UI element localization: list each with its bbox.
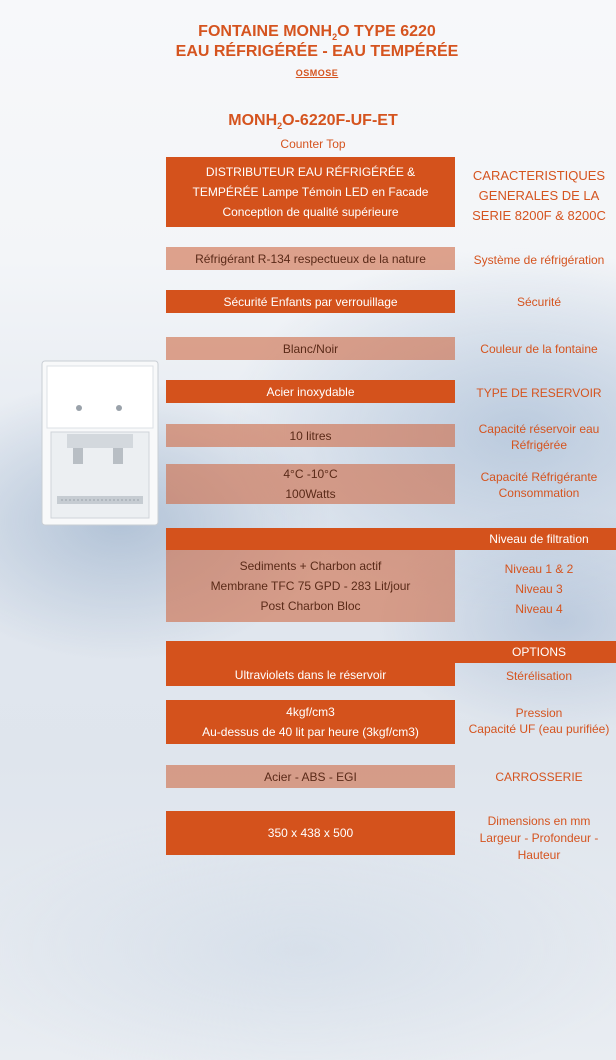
features-label-1: CARACTERISTIQUES bbox=[472, 168, 606, 183]
label-features bbox=[462, 166, 616, 226]
row-safety bbox=[166, 290, 455, 313]
row-color bbox=[166, 337, 455, 360]
row-cooling bbox=[166, 464, 455, 504]
pressure-label: Pression bbox=[515, 706, 563, 720]
uf-capacity-value: Au-dessus de 40 lit par heure (3kgf/cm3) bbox=[202, 725, 419, 739]
model-name-subscript: 2 bbox=[277, 121, 283, 132]
color-value: Blanc/Noir bbox=[282, 341, 339, 356]
label-filtration bbox=[462, 559, 616, 619]
options-header-bar bbox=[166, 641, 616, 663]
features-line-2: TEMPÉRÉE Lampe Témoin LED en Facade bbox=[192, 185, 429, 199]
title-line2: EAU RÉFRIGÉRÉE - EAU TEMPÉRÉE bbox=[175, 43, 459, 60]
body-value: Acier - ABS - EGI bbox=[264, 769, 357, 784]
model-subtitle: Counter Top bbox=[280, 137, 346, 151]
filtration-line-3: Post Charbon Bloc bbox=[260, 599, 361, 613]
row-tank-type bbox=[166, 380, 455, 403]
refrigerant-value: Réfrigérant R-134 respectueux de la nature bbox=[195, 251, 426, 266]
label-cooling bbox=[462, 469, 616, 501]
features-label-2: GENERALES DE LA bbox=[478, 188, 600, 203]
water-fountain-image bbox=[41, 360, 159, 526]
cooling-label-1: Capacité Réfrigérante bbox=[480, 470, 598, 484]
model-name-post: O-6220F-UF-ET bbox=[282, 112, 398, 129]
row-refrigerant bbox=[166, 247, 455, 270]
options-header: OPTIONS bbox=[511, 645, 566, 659]
label-options: Stérélisation bbox=[505, 669, 573, 683]
safety-value: Sécurité Enfants par verrouillage bbox=[223, 294, 398, 309]
label-tank-capacity bbox=[462, 421, 616, 453]
power-value: 100Watts bbox=[285, 487, 336, 501]
row-filtration bbox=[166, 550, 455, 622]
options-value: Ultraviolets dans le réservoir bbox=[234, 667, 387, 682]
cooling-label-2: Consommation bbox=[498, 486, 580, 500]
pressure-value: 4kgf/cm3 bbox=[286, 705, 335, 719]
label-safety: Sécurité bbox=[516, 295, 562, 309]
label-tank-type: TYPE DE RESERVOIR bbox=[476, 386, 602, 400]
label-pressure bbox=[462, 705, 616, 737]
title-subscript: 2 bbox=[332, 32, 338, 43]
features-label-3: SERIE 8200F & 8200C bbox=[472, 208, 606, 223]
row-dimensions bbox=[166, 811, 455, 855]
filtration-line-1: Sediments + Charbon actif bbox=[239, 559, 382, 573]
label-body: CARROSSERIE bbox=[495, 770, 583, 784]
filtration-level-3: Niveau 4 bbox=[515, 602, 563, 616]
row-options bbox=[166, 663, 455, 686]
filtration-header: Niveau de filtration bbox=[489, 532, 589, 546]
row-body bbox=[166, 765, 455, 788]
tank-type-value: Acier inoxydable bbox=[266, 384, 355, 399]
model-name-pre: MONH bbox=[228, 112, 278, 129]
tank-capacity-label-1: Capacité réservoir eau bbox=[478, 422, 600, 436]
features-line-1: DISTRIBUTEUR EAU RÉFRIGÉRÉE & bbox=[205, 165, 416, 179]
filtration-level-1: Niveau 1 & 2 bbox=[504, 562, 574, 576]
page-subtitle bbox=[0, 42, 616, 62]
features-line-3: Conception de qualité supérieure bbox=[222, 205, 399, 219]
dimensions-label-1: Dimensions en mm bbox=[487, 814, 591, 828]
filtration-line-2: Membrane TFC 75 GPD - 283 Lit/jour bbox=[210, 579, 411, 593]
dimensions-value: 350 x 438 x 500 bbox=[267, 826, 354, 840]
filtration-level-2: Niveau 3 bbox=[515, 582, 563, 596]
filtration-header-bar bbox=[166, 528, 616, 550]
cooling-temp-value: 4°C -10°C bbox=[283, 467, 338, 481]
label-dimensions bbox=[462, 813, 616, 864]
tank-capacity-value: 10 litres bbox=[289, 428, 332, 443]
dimensions-label-3: Hauteur bbox=[517, 848, 561, 862]
label-color: Couleur de la fontaine bbox=[480, 342, 598, 356]
tank-capacity-label-2: Réfrigérée bbox=[510, 438, 568, 452]
model-name bbox=[0, 112, 616, 131]
label-refrigeration: Système de réfrigération bbox=[473, 253, 605, 267]
title-line1-post: O TYPE 6220 bbox=[337, 23, 436, 40]
dimensions-label-2: Largeur - Profondeur - bbox=[479, 831, 599, 845]
title-line1-pre: FONTAINE MONH bbox=[198, 23, 333, 40]
uf-capacity-label: Capacité UF (eau purifiée) bbox=[468, 722, 610, 736]
row-tank-capacity bbox=[166, 424, 455, 447]
osmose-link[interactable]: OSMOSE bbox=[295, 68, 339, 78]
row-pressure bbox=[166, 700, 455, 744]
row-features bbox=[166, 157, 455, 227]
